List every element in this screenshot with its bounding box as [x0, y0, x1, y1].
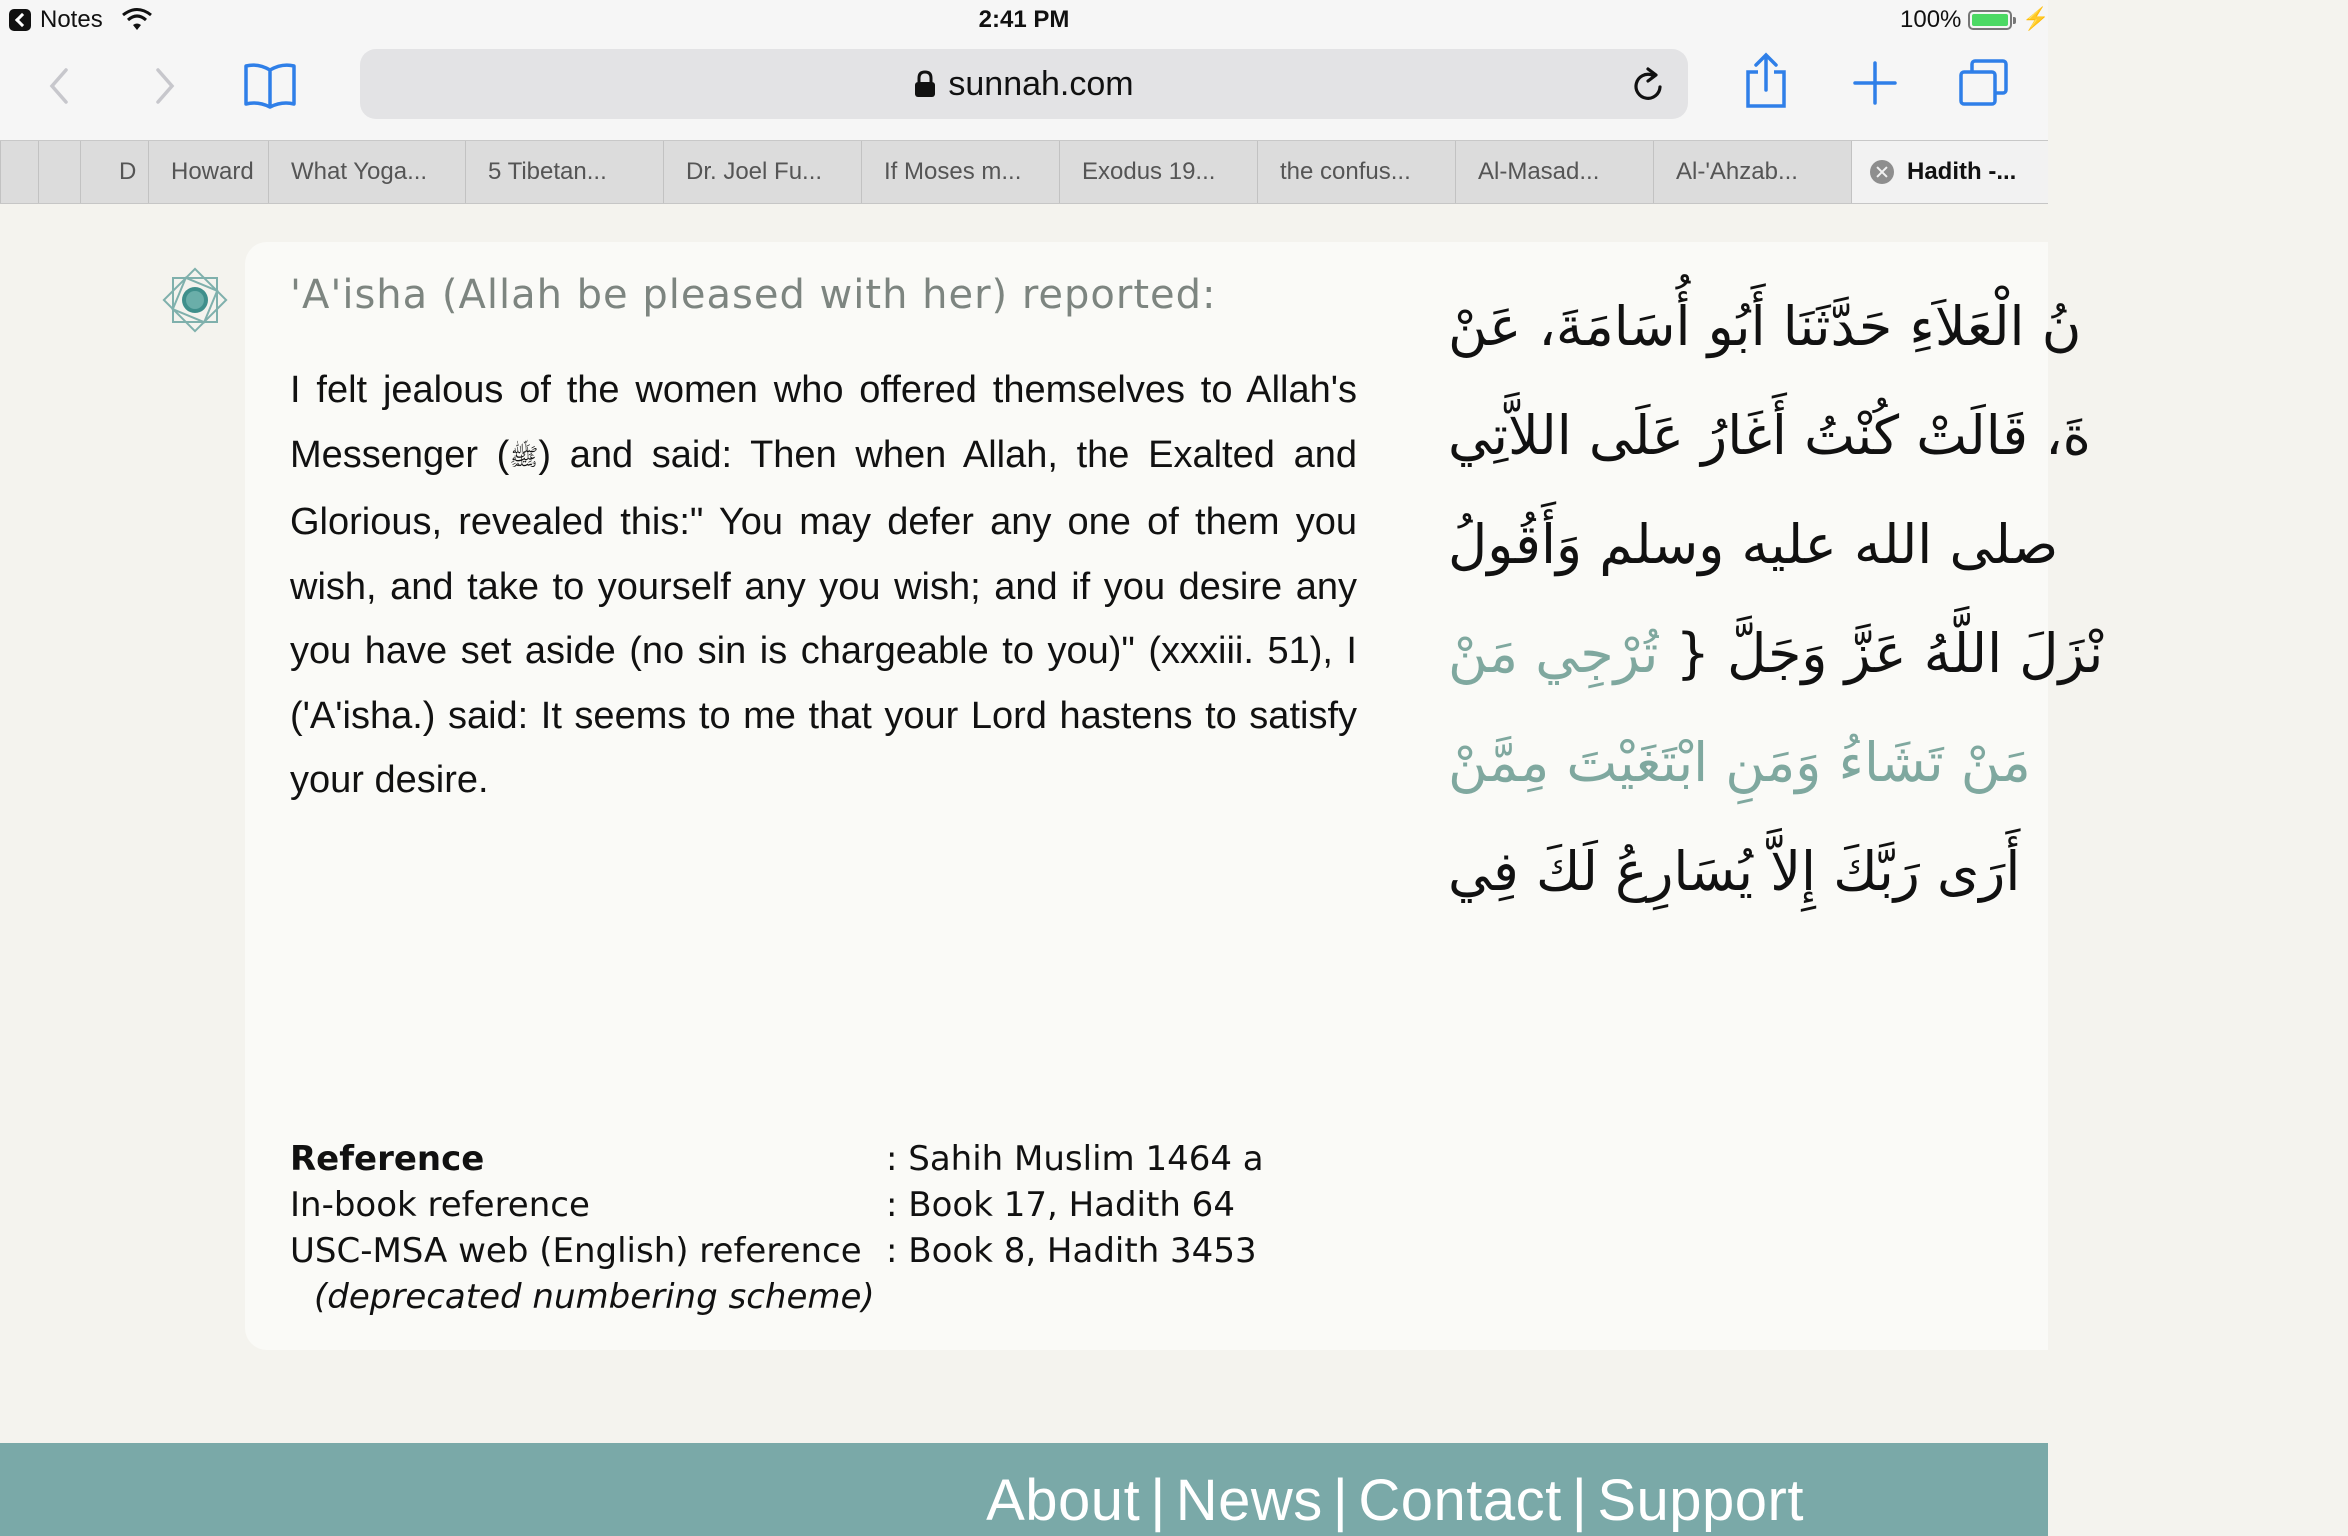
- status-time: 2:41 PM: [978, 6, 1070, 33]
- reload-icon[interactable]: [1632, 67, 1666, 103]
- hadith-narrator: 'A'isha (Allah be pleased with her) reported:: [290, 272, 1217, 318]
- footer-about-link[interactable]: About: [986, 1468, 1141, 1533]
- arabic-line-quran: مَنْ تَشَاءُ وَمَنِ ابْتَغَيْتَ مِمَّنْ: [1448, 731, 2031, 794]
- chevron-right-icon[interactable]: [150, 66, 180, 106]
- bookmarks-icon[interactable]: [242, 60, 298, 110]
- tab-active[interactable]: Hadith -...: [1851, 141, 2048, 203]
- share-icon[interactable]: [1744, 52, 1788, 110]
- hadith-arabic-text: [1448, 272, 2104, 926]
- arabic-line: صلى الله عليه وسلم وَأَقُولُ: [1448, 513, 2059, 576]
- tab-bar: [0, 140, 2048, 204]
- footer-links: [986, 1467, 1804, 1534]
- reference-value: : Sahih Muslim 1464 a: [886, 1139, 1264, 1179]
- browser-toolbar: [0, 42, 2048, 140]
- tab-stack-edge[interactable]: [38, 141, 80, 203]
- footer-support-link[interactable]: Support: [1597, 1468, 1804, 1533]
- deprecated-numbering-note: (deprecated numbering scheme): [314, 1277, 875, 1317]
- pbuh-glyph: ﷺ: [509, 443, 539, 471]
- plus-icon[interactable]: [1852, 60, 1898, 106]
- footer-contact-link[interactable]: Contact: [1358, 1468, 1562, 1533]
- tab[interactable]: 5 Tibetan...: [465, 141, 663, 203]
- tab[interactable]: Howard: [148, 141, 268, 203]
- battery-icon: [1968, 10, 2012, 30]
- arabic-line: نُ الْعَلاَءِ حَدَّثَنَا أَبُو أُسَامَةَ، عَنْ: [1448, 295, 2082, 358]
- in-book-reference-value: : Book 17, Hadith 64: [886, 1185, 1235, 1225]
- tab[interactable]: Exodus 19...: [1059, 141, 1257, 203]
- footer-separator: |: [1332, 1468, 1349, 1533]
- tab[interactable]: If Moses m...: [861, 141, 1059, 203]
- hadith-english-text: I felt jealous of the women who offered themselves to Allah's Messenger (ﷺ) and said: Then when Allah, the Exalted and Glorious, revealed this:" You may defer any one of them you wish, and take to yourself any you wish; and if you desire any you have set aside (no sin is chargeable to you)" (xxxiii. 51), I ('A'isha.) said: It seems to me that your Lord hastens to satisfy your desire.: [290, 369, 1357, 801]
- footer-news-link[interactable]: News: [1175, 1468, 1323, 1533]
- usc-msa-reference-label: USC-MSA web (English) reference: [290, 1231, 862, 1271]
- battery-percent: 100%: [1900, 6, 1962, 33]
- arabic-line: ةَ، قَالَتْ كُنْتُ أَغَارُ عَلَى اللاَّتِي: [1448, 404, 2091, 467]
- tabs-icon[interactable]: [1958, 58, 2010, 108]
- tab-stack-edge[interactable]: [0, 141, 38, 203]
- status-bar: [0, 0, 2048, 42]
- close-tab-icon[interactable]: [1870, 160, 1894, 184]
- address-bar[interactable]: [360, 49, 1688, 119]
- footer-separator: |: [1150, 1468, 1166, 1533]
- footer-separator: |: [1571, 1468, 1588, 1533]
- url-text[interactable]: sunnah.com: [948, 65, 1134, 103]
- tab[interactable]: Al-'Ahzab...: [1653, 141, 1851, 203]
- site-footer: [0, 1443, 2048, 1536]
- usc-msa-reference-value: : Book 8, Hadith 3453: [886, 1231, 1257, 1271]
- tab[interactable]: the confus...: [1257, 141, 1455, 203]
- tab[interactable]: Dr. Joel Fu...: [663, 141, 861, 203]
- chevron-left-icon[interactable]: [44, 66, 74, 106]
- in-book-reference-label: In-book reference: [290, 1185, 590, 1225]
- charging-icon: ⚡: [2022, 6, 2050, 31]
- hadith-emblem-icon: [163, 268, 227, 332]
- reference-label: Reference: [290, 1139, 485, 1179]
- arabic-line: أَرَى رَبَّكَ إِلاَّ يُسَارِعُ لَكَ فِي: [1448, 840, 2021, 903]
- back-app-label[interactable]: Notes: [40, 6, 103, 33]
- lock-icon: [914, 70, 936, 98]
- tab[interactable]: Al-Masad...: [1455, 141, 1653, 203]
- tab[interactable]: D: [80, 141, 148, 203]
- tab[interactable]: What Yoga...: [268, 141, 465, 203]
- arabic-line: نْزَلَ اللَّهُ عَزَّ وَجَلَّ { تُرْجِي مَنْ: [1448, 622, 2104, 685]
